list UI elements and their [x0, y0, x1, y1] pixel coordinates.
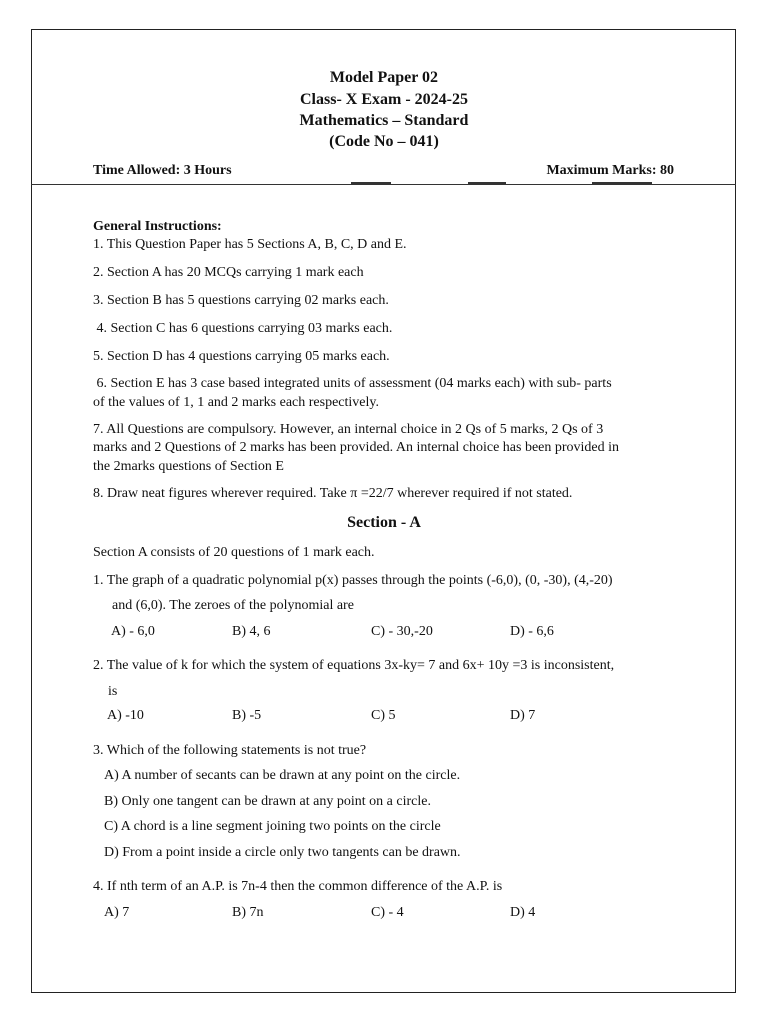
instruction-2: 2. Section A has 20 MCQs carrying 1 mark each [93, 265, 364, 280]
question-2-option-c: C) 5 [371, 708, 396, 723]
subject-title: Mathematics – Standard [299, 112, 469, 129]
instruction-6-line1: 6. Section E has 3 case based integrated units of assessment (04 marks each) with sub- parts [93, 376, 612, 391]
instruction-7-line1: 7. All Questions are compulsory. However, an internal choice in 2 Qs of 5 marks, 2 Qs of 3 [93, 422, 604, 437]
question-4-text: 4. If nth term of an A.P. is 7n-4 then the common difference of the A.P. is [93, 879, 503, 894]
divider-mark [351, 182, 391, 184]
time-allowed: Time Allowed: 3 Hours [93, 163, 232, 178]
question-3-option-a: A) A number of secants can be drawn at any point on the circle. [104, 768, 461, 783]
question-3-text: 3. Which of the following statements is not true? [93, 743, 367, 758]
question-1-option-c: C) - 30,-20 [371, 624, 433, 639]
question-2-option-a: A) -10 [107, 708, 144, 723]
instruction-7-line2: marks and 2 Questions of 2 marks has been provided. An internal choice has been provided in [93, 440, 620, 455]
instruction-8: 8. Draw neat figures wherever required. Take π =22/7 wherever required if not stated. [93, 486, 573, 501]
question-4-option-c: C) - 4 [371, 905, 404, 920]
section-a-title: Section - A [347, 514, 421, 531]
paper-title: Model Paper 02 [329, 69, 439, 86]
question-2-text: 2. The value of k for which the system of equations 3x-ky= 7 and 6x+ 10y =3 is inconsistent, [93, 658, 615, 673]
maximum-marks: Maximum Marks: 80 [546, 163, 674, 178]
question-4-option-a: A) 7 [104, 905, 130, 920]
question-2-option-d: D) 7 [510, 708, 536, 723]
header-divider [31, 184, 736, 185]
question-4-option-b: B) 7n [232, 905, 264, 920]
subject-code: (Code No – 041) [329, 133, 439, 150]
instructions-heading: General Instructions: [93, 219, 222, 234]
instruction-1: 1. This Question Paper has 5 Sections A, B, C, D and E. [93, 237, 407, 252]
question-1-option-d: D) - 6,6 [510, 624, 554, 639]
instruction-6-line2: of the values of 1, 1 and 2 marks each respectively. [93, 395, 379, 410]
question-1-text: 1. The graph of a quadratic polynomial p(x) passes through the points (-6,0), (0, -30), (4,-20) [93, 573, 613, 588]
instruction-5: 5. Section D has 4 questions carrying 05 marks each. [93, 349, 390, 364]
question-1-option-a: A) - 6,0 [111, 624, 155, 639]
question-2-text-cont: is [108, 684, 118, 699]
question-4-option-d: D) 4 [510, 905, 536, 920]
instruction-4: 4. Section C has 6 questions carrying 03 marks each. [93, 321, 393, 336]
question-2-option-b: B) -5 [232, 708, 262, 723]
question-1-text-cont: and (6,0). The zeroes of the polynomial are [112, 598, 354, 613]
divider-mark [468, 182, 506, 184]
section-a-intro: Section A consists of 20 questions of 1 mark each. [93, 545, 375, 560]
question-1-option-b: B) 4, 6 [232, 624, 271, 639]
class-exam-title: Class- X Exam - 2024-25 [300, 91, 468, 108]
instruction-7-line3: the 2marks questions of Section E [93, 459, 284, 474]
question-3-option-c: C) A chord is a line segment joining two points on the circle [104, 819, 441, 834]
instruction-3: 3. Section B has 5 questions carrying 02 marks each. [93, 293, 389, 308]
question-3-option-d: D) From a point inside a circle only two tangents can be drawn. [104, 845, 461, 860]
divider-mark [592, 182, 652, 184]
question-3-option-b: B) Only one tangent can be drawn at any point on a circle. [104, 794, 431, 809]
